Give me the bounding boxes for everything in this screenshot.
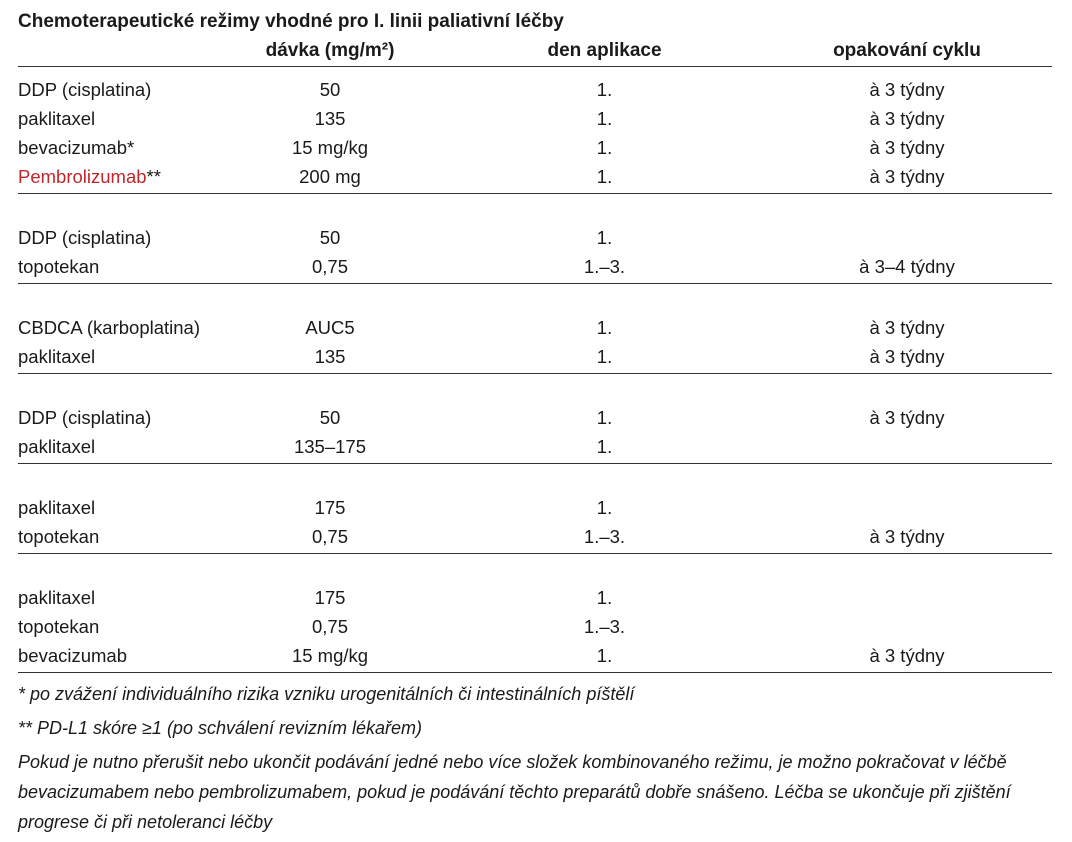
- table-row: [18, 75, 1052, 104]
- dose-value: 50: [319, 407, 341, 428]
- drug-name: paklitaxel: [18, 108, 96, 129]
- dose-value: 15 mg/kg: [291, 137, 369, 158]
- repeat-value: à 3 týdny: [869, 346, 945, 367]
- regimen-table-document: [18, 8, 1052, 837]
- drug-name: topotekan: [18, 616, 100, 637]
- drug-name: bevacizumab*: [18, 137, 135, 158]
- day-value: 1.: [596, 79, 613, 100]
- day-value: 1.: [596, 227, 613, 248]
- day-value: 1.: [596, 497, 613, 518]
- table-row: [18, 641, 1052, 670]
- repeat-value: à 3 týdny: [869, 108, 945, 129]
- repeat-value: à 3 týdny: [869, 645, 945, 666]
- drug-name: DDP (cisplatina): [18, 407, 152, 428]
- table-header: [18, 36, 1052, 67]
- day-value: 1.: [596, 407, 613, 428]
- table-row: [18, 583, 1052, 612]
- day-value: 1.–3.: [583, 616, 626, 637]
- dose-value: 175: [314, 497, 346, 518]
- dose-value: 0,75: [311, 526, 348, 547]
- day-value: 1.: [596, 587, 613, 608]
- dose-value: 200 mg: [299, 166, 361, 187]
- regimen-group: [18, 194, 1052, 284]
- table-row: [18, 493, 1052, 522]
- table-row: [18, 162, 1052, 191]
- drug-name: topotekan: [18, 526, 100, 547]
- table-row: [18, 432, 1052, 461]
- drug-name: bevacizumab: [18, 645, 128, 666]
- table-row: [18, 342, 1052, 371]
- dose-value: AUC5: [305, 317, 355, 338]
- day-value: 1.: [596, 137, 613, 158]
- day-value: 1.: [596, 436, 613, 457]
- drug-name: paklitaxel: [18, 587, 96, 608]
- day-value: 1.: [596, 166, 613, 187]
- dose-value: 0,75: [311, 616, 348, 637]
- repeat-value: à 3–4 týdny: [859, 256, 955, 277]
- repeat-value: à 3 týdny: [869, 137, 945, 158]
- drug-name-highlighted: Pembrolizumab: [18, 166, 147, 187]
- header-repeat: opakování cyklu: [833, 40, 981, 61]
- day-value: 1.: [596, 317, 613, 338]
- day-value: 1.: [596, 346, 613, 367]
- dose-value: 50: [319, 227, 341, 248]
- regimen-group: [18, 284, 1052, 374]
- drug-name: paklitaxel: [18, 436, 96, 457]
- drug-name: CBDCA (karboplatina): [18, 317, 200, 338]
- table-row: [18, 313, 1052, 342]
- day-value: 1.–3.: [583, 526, 626, 547]
- table-row: [18, 104, 1052, 133]
- drug-name: paklitaxel: [18, 497, 96, 518]
- day-value: 1.–3.: [583, 256, 626, 277]
- dose-value: 175: [314, 587, 346, 608]
- regimen-group: [18, 464, 1052, 554]
- repeat-value: [762, 583, 1052, 612]
- table-row: [18, 403, 1052, 432]
- table-row: [18, 612, 1052, 641]
- footnote-paragraph-line: Pokud je nutno přerušit nebo ukončit podávání jedné nebo více složek kombinovaného režimu, je možno pokračovat v léčbě: [18, 752, 1007, 772]
- repeat-value: à 3 týdny: [869, 407, 945, 428]
- drug-name: paklitaxel: [18, 346, 96, 367]
- dose-value: 135: [314, 108, 346, 129]
- dose-value: 135: [314, 346, 346, 367]
- header-day: den aplikace: [547, 40, 662, 61]
- drug-name: DDP (cisplatina): [18, 79, 152, 100]
- regimen-group: [18, 67, 1052, 194]
- dose-value: 50: [319, 79, 341, 100]
- regimen-group: [18, 374, 1052, 464]
- dose-value: 15 mg/kg: [291, 645, 369, 666]
- header-drug: [18, 36, 213, 66]
- table-row: [18, 133, 1052, 162]
- drug-name: DDP (cisplatina): [18, 227, 152, 248]
- repeat-value: [762, 223, 1052, 252]
- footnote-single-asterisk: * po zvážení individuálního rizika vzniku urogenitálních či intestinálních píštělí: [18, 684, 635, 704]
- drug-name-suffix: **: [146, 166, 161, 187]
- drug-name-cell: [18, 162, 213, 191]
- repeat-value: à 3 týdny: [869, 79, 945, 100]
- footnote-paragraph: [18, 747, 1052, 837]
- table-row: [18, 522, 1052, 551]
- table-row: [18, 252, 1052, 281]
- dose-value: 135–175: [293, 436, 367, 457]
- header-dose: dávka (mg/m²): [265, 40, 395, 61]
- repeat-value: à 3 týdny: [869, 526, 945, 547]
- table-row: [18, 223, 1052, 252]
- table-title: Chemoterapeutické režimy vhodné pro I. linii paliativní léčby: [18, 11, 564, 32]
- repeat-value: à 3 týdny: [869, 317, 945, 338]
- day-value: 1.: [596, 108, 613, 129]
- footnote-double-asterisk: ** PD-L1 skóre ≥1 (po schválení revizním lékařem): [18, 718, 423, 738]
- regimen-group: [18, 554, 1052, 673]
- drug-name: topotekan: [18, 256, 100, 277]
- dose-value: 0,75: [311, 256, 348, 277]
- repeat-value: à 3 týdny: [869, 166, 945, 187]
- repeat-value: [762, 432, 1052, 461]
- footnote-paragraph-line: progrese či při netoleranci léčby: [18, 812, 273, 832]
- repeat-value: [762, 493, 1052, 522]
- repeat-value: [762, 612, 1052, 641]
- footnote-paragraph-line: bevacizumabem nebo pembrolizumabem, pokud je podávání těchto preparátů dobře snášeno. Léčba se ukončuje při zjištění: [18, 782, 1011, 802]
- day-value: 1.: [596, 645, 613, 666]
